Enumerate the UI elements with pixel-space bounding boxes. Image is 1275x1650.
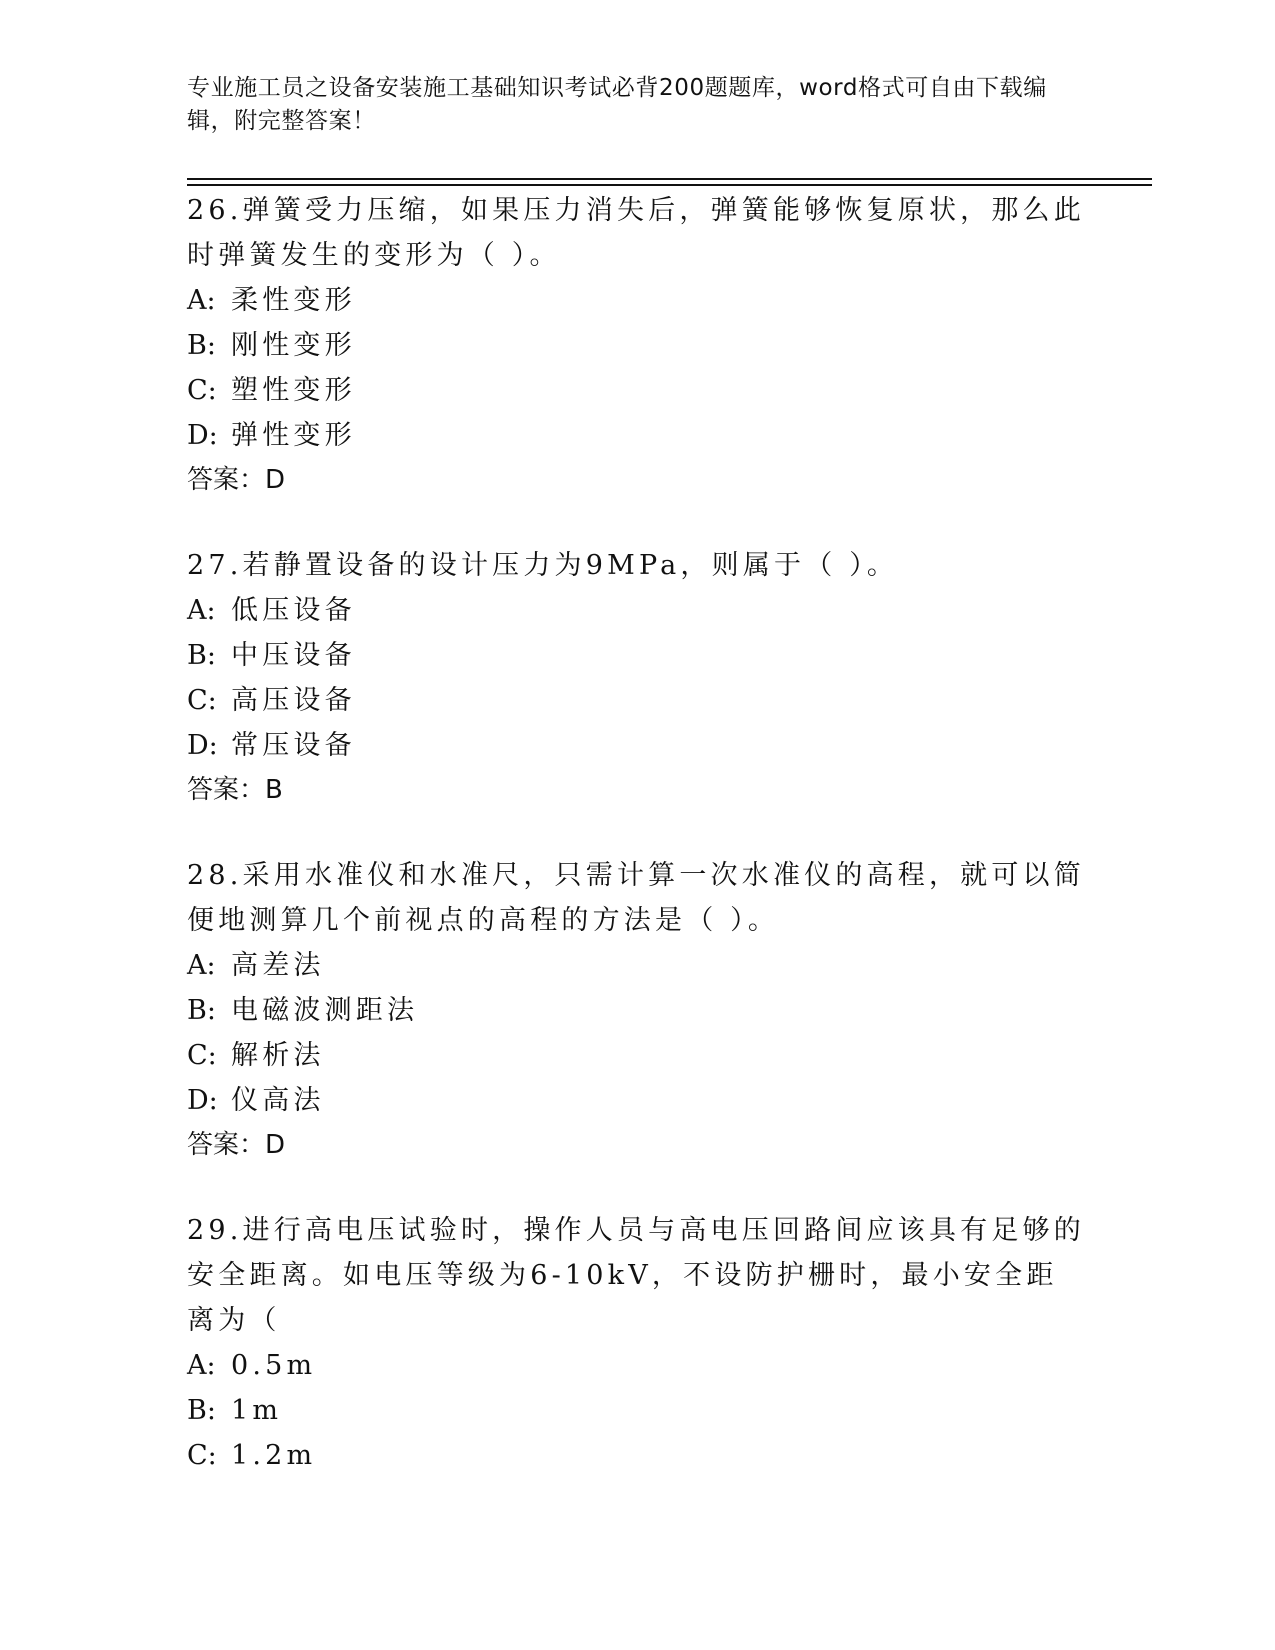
option-letter: D: [187,1085,218,1116]
question-28 [187,853,1087,1168]
question-text: 29.进行高电压试验时，操作人员与高电压回路间应该具有足够的安全距离。如电压等级为6-10kV，不设防护栅时，最小安全距离为（ [187,1215,1085,1336]
question-text: 26.弹簧受力压缩，如果压力消失后，弹簧能够恢复原状，那么此时弹簧发生的变形为（ ）。 [187,195,1085,271]
option-c [187,368,1087,413]
option-text: 刚性变形 [231,330,356,361]
option-c [187,678,1087,723]
option-text: 仪高法 [231,1085,325,1116]
option-text: 塑性变形 [231,375,356,406]
option-a [187,278,1087,323]
option-text: 常压设备 [231,730,356,761]
option-text: 0.5m [231,1350,317,1381]
option-a [187,1343,1087,1388]
option-text: 弹性变形 [231,420,356,451]
option-letter: C: [187,1440,217,1471]
option-b [187,1388,1087,1433]
option-b [187,323,1087,368]
option-letter: A: [187,1350,216,1381]
question-29 [187,1208,1087,1478]
question-26 [187,188,1087,503]
question-text: 27.若静置设备的设计压力为9MPa，则属于（ ）。 [187,550,899,581]
question-list [187,188,1087,1518]
option-d [187,413,1087,458]
option-letter: A: [187,595,216,626]
option-letter: B: [187,640,216,671]
question-text: 28.采用水准仪和水准尺，只需计算一次水准仪的高程，就可以简便地测算几个前视点的高程的方法是（ ）。 [187,860,1085,936]
question-27 [187,543,1087,813]
option-letter: D: [187,420,218,451]
option-text: 解析法 [231,1040,325,1071]
option-letter: D: [187,730,218,761]
option-letter: B: [187,330,216,361]
option-d [187,723,1087,768]
option-c [187,1433,1087,1478]
option-text: 高差法 [231,950,325,981]
option-text: 柔性变形 [231,285,356,316]
option-letter: C: [187,1040,217,1071]
option-b [187,988,1087,1033]
option-text: 低压设备 [231,595,356,626]
option-letter: A: [187,950,216,981]
answer: 答案：D [187,1130,286,1160]
option-letter: C: [187,375,217,406]
option-letter: B: [187,1395,216,1426]
header-divider-top [187,178,1152,180]
header-divider-bottom [187,184,1152,186]
option-text: 电磁波测距法 [231,995,419,1026]
option-text: 中压设备 [231,640,356,671]
option-a [187,943,1087,988]
option-letter: B: [187,995,216,1026]
option-c [187,1033,1087,1078]
option-text: 1.2m [231,1440,317,1471]
option-letter: C: [187,685,217,716]
answer: 答案：B [187,775,283,805]
document-header: 专业施工员之设备安装施工基础知识考试必背200题题库，word格式可自由下载编辑，附完整答案！ [187,75,1047,134]
option-text: 高压设备 [231,685,356,716]
option-b [187,633,1087,678]
option-letter: A: [187,285,216,316]
option-a [187,588,1087,633]
option-text: 1m [231,1395,283,1426]
answer: 答案：D [187,465,286,495]
option-d [187,1078,1087,1123]
